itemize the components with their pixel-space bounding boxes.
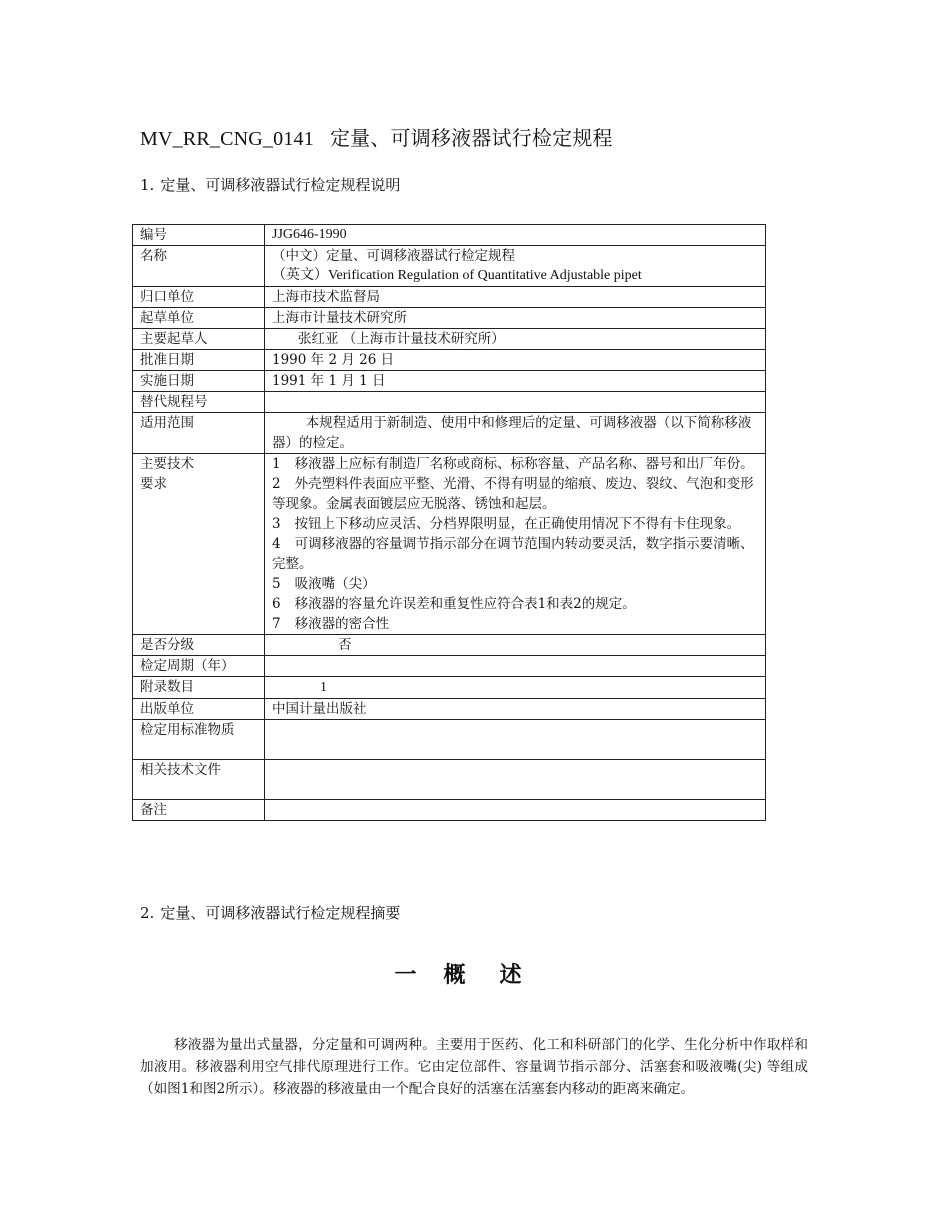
row-label: 起草单位 — [133, 308, 265, 329]
row-value — [265, 454, 766, 635]
info-table — [132, 224, 766, 821]
row-authority — [133, 287, 766, 308]
drafter-value: 张红亚 （上海市计量技术研究所） — [298, 331, 505, 347]
requirements-label-line2: 要求 — [140, 476, 167, 492]
document-title-text: 定量、可调移液器试行检定规程 — [329, 128, 613, 150]
chapter-heading — [0, 958, 950, 989]
section-heading-2 — [140, 902, 400, 923]
row-value: 1990 年 2 月 26 日 — [265, 350, 766, 371]
row-label: 编号 — [133, 225, 265, 246]
requirement-item: 5 吸液嘴（尖） — [272, 576, 376, 592]
row-value — [265, 329, 766, 350]
row-value — [265, 760, 766, 800]
row-label: 替代规程号 — [133, 392, 265, 413]
name-cn: （中文）定量、可调移液器试行检定规程 — [272, 248, 515, 264]
document-code: MV_RR_CNG_0141 — [140, 128, 314, 150]
row-label: 出版单位 — [133, 699, 265, 720]
row-value — [265, 392, 766, 413]
section-number: 1. — [140, 176, 155, 194]
appendix-count-value: 1 — [320, 680, 327, 695]
row-value — [265, 246, 766, 287]
row-label: 检定周期（年） — [133, 656, 265, 677]
row-value — [265, 413, 766, 454]
row-related-docs — [133, 760, 766, 800]
requirement-item: 3 按钮上下移动应灵活、分档界限明显，在正确使用情况下不得有卡住现象。 — [272, 516, 741, 532]
row-label: 附录数目 — [133, 677, 265, 699]
row-reference-material — [133, 720, 766, 760]
row-value: JJG646-1990 — [265, 225, 766, 246]
row-scope — [133, 413, 766, 454]
requirement-item: 6 移液器的容量允许误差和重复性应符合表1和表2的规定。 — [272, 596, 636, 612]
row-value: 中国计量出版社 — [265, 699, 766, 720]
row-label: 适用范围 — [133, 413, 265, 454]
row-effective-date — [133, 371, 766, 392]
row-requirements — [133, 454, 766, 635]
row-label: 批准日期 — [133, 350, 265, 371]
overview-paragraph: 移液器为量出式量器，分定量和可调两种。主要用于医药、化工和科研部门的化学、生化分析中作取样和加液用。移液器利用空气排代原理进行工作。它由定位部件、容量调节指示部分、活塞套和吸液嘴(尖) 等组成（如图1和图2所示）。移液器的移液量由一个配合良好的活塞在活塞套内移动的距离来确定。 — [140, 1037, 808, 1097]
row-value — [265, 677, 766, 699]
row-value — [265, 800, 766, 821]
row-publisher — [133, 699, 766, 720]
name-en: （英文）Verification Regulation of Quantitative Adjustable pipet — [272, 268, 642, 283]
requirement-item: 2 外壳塑料件表面应平整、光滑、不得有明显的缩痕、废边、裂纹、气泡和变形等现象。金属表面镀层应无脱落、锈蚀和起层。 — [272, 476, 754, 512]
row-label: 是否分级 — [133, 635, 265, 656]
section-title: 定量、可调移液器试行检定规程摘要 — [160, 904, 401, 922]
row-drafting-unit — [133, 308, 766, 329]
section-title: 定量、可调移液器试行检定规程说明 — [160, 176, 401, 194]
row-appendix-count — [133, 677, 766, 699]
row-value: 上海市技术监督局 — [265, 287, 766, 308]
row-value: 上海市计量技术研究所 — [265, 308, 766, 329]
row-value — [265, 635, 766, 656]
requirement-item: 7 移液器的密合性 — [272, 616, 390, 632]
row-value — [265, 656, 766, 677]
row-graded — [133, 635, 766, 656]
row-number — [133, 225, 766, 246]
chapter-title: 概述 — [443, 962, 556, 988]
requirement-item: 4 可调移液器的容量调节指示部分在调节范围内转动要灵活，数字指示要清晰、完整。 — [272, 536, 754, 572]
row-label: 主要起草人 — [133, 329, 265, 350]
document-title — [140, 122, 613, 151]
section-number: 2. — [140, 904, 155, 922]
section-heading-1 — [140, 174, 400, 195]
row-approval-date — [133, 350, 766, 371]
row-label — [133, 454, 265, 635]
chapter-number: 一 — [394, 962, 418, 988]
row-replaces — [133, 392, 766, 413]
row-label: 归口单位 — [133, 287, 265, 308]
row-value: 1991 年 1 月 1 日 — [265, 371, 766, 392]
row-period — [133, 656, 766, 677]
row-value — [265, 720, 766, 760]
row-name — [133, 246, 766, 287]
row-label: 检定用标准物质 — [133, 720, 265, 760]
row-label: 名称 — [133, 246, 265, 287]
row-drafter — [133, 329, 766, 350]
requirements-label-line1: 主要技术 — [140, 456, 194, 472]
graded-value: 否 — [338, 637, 352, 653]
row-label: 实施日期 — [133, 371, 265, 392]
row-remarks — [133, 800, 766, 821]
scope-text: 本规程适用于新制造、使用中和修理后的定量、可调移液器（以下简称移液器）的检定。 — [272, 415, 752, 451]
row-label: 备注 — [133, 800, 265, 821]
row-label: 相关技术文件 — [133, 760, 265, 800]
requirement-item: 1 移液器上应标有制造厂名称或商标、标称容量、产品名称、器号和出厂年份。 — [272, 456, 754, 472]
